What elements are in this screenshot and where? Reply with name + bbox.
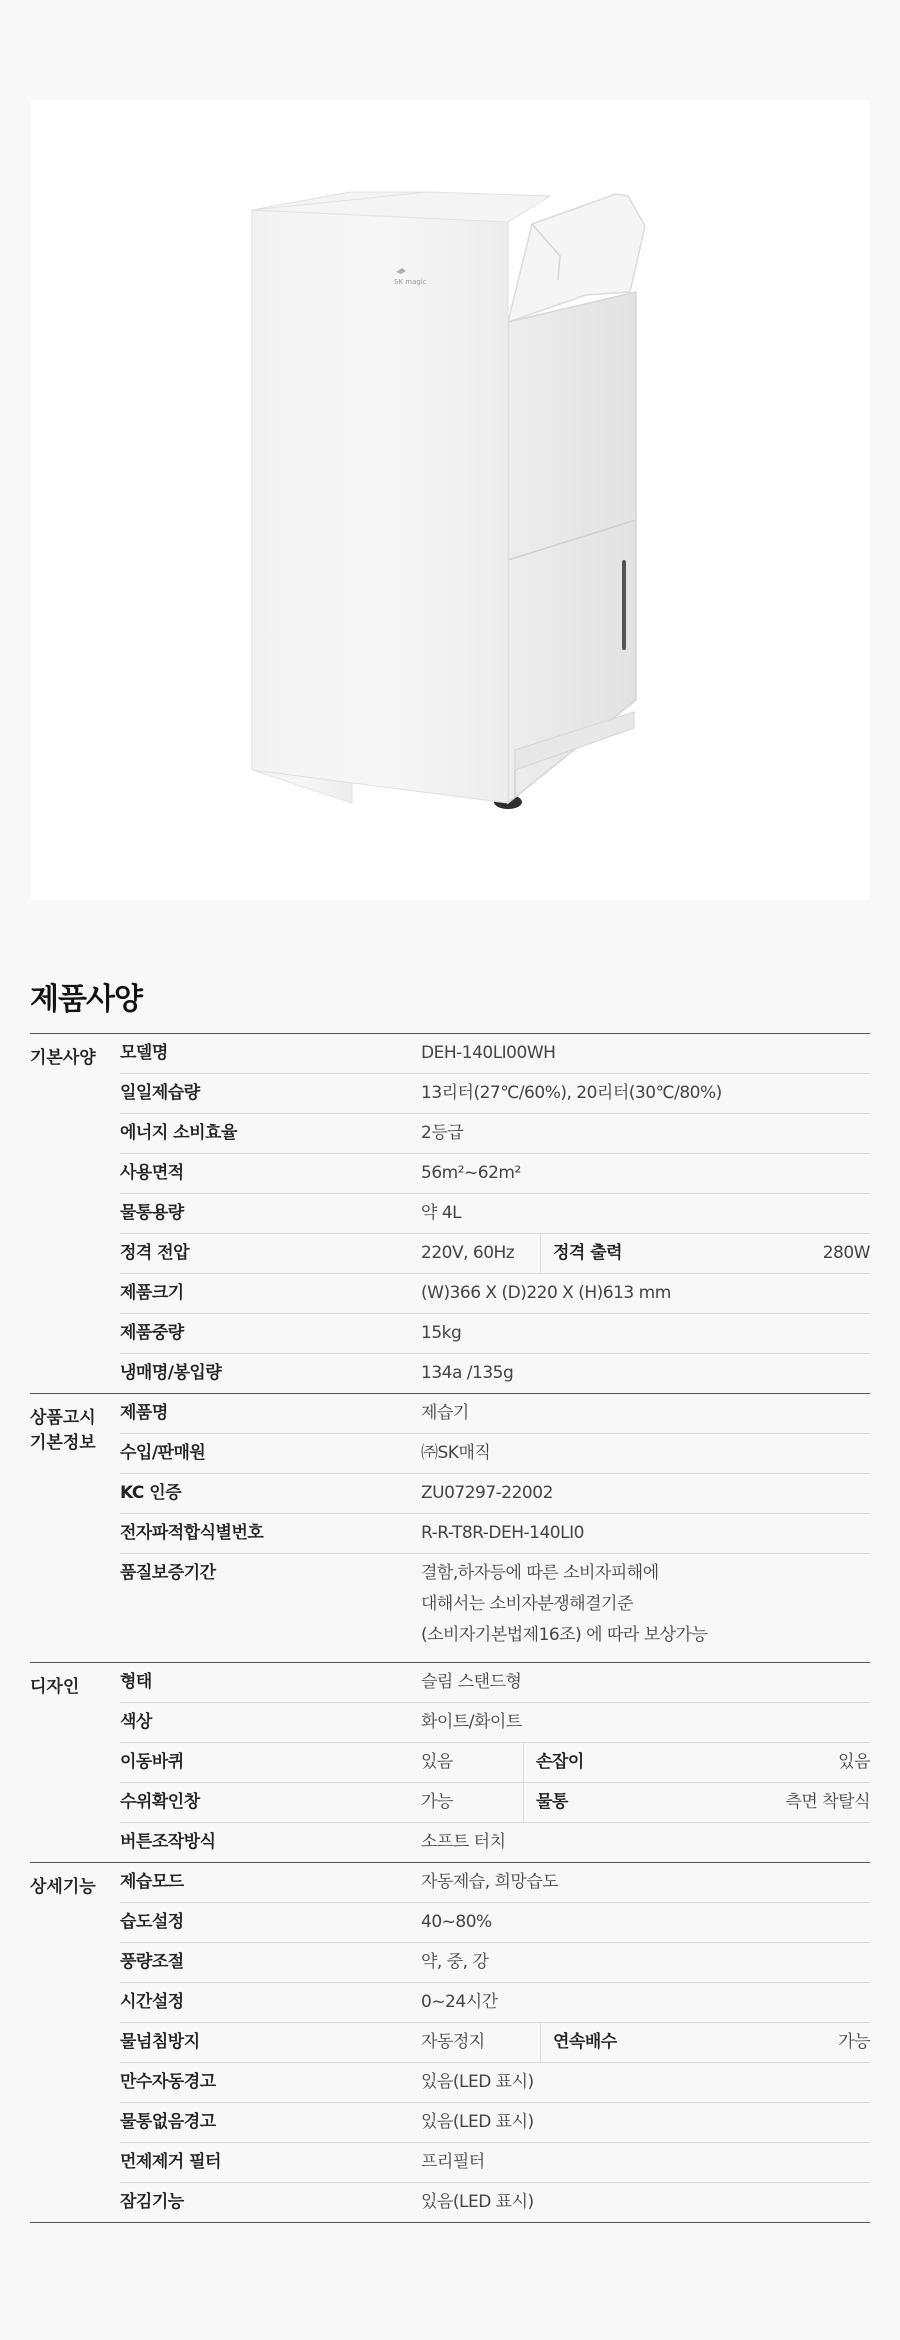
spec-row — [120, 1742, 870, 1782]
spec-table — [30, 1033, 870, 2223]
spec-key-secondary: 물통 — [523, 1783, 568, 1822]
spec-key: 시간설정 — [120, 1992, 184, 2012]
spec-value: 자동제습, 희망습도 — [421, 1872, 559, 1892]
spec-value: 220V, 60Hz — [421, 1243, 515, 1263]
spec-key: 냉매명/봉입량 — [120, 1363, 222, 1383]
spec-key: 사용면적 — [120, 1163, 184, 1183]
spec-value-line: 결함,하자등에 따른 소비자피해에 — [421, 1563, 659, 1583]
spec-group-label — [30, 1394, 120, 1662]
spec-key: 먼제제거 필터 — [120, 2152, 221, 2172]
spec-row — [120, 1663, 870, 1702]
spec-row — [120, 1473, 870, 1513]
spec-value: 0~24시간 — [421, 1992, 498, 2012]
spec-row — [120, 1073, 870, 1113]
spec-group-label-line: 기본사양 — [30, 1048, 96, 1068]
spec-group-label-line: 상품고시 — [30, 1408, 96, 1428]
spec-row — [120, 1902, 870, 1942]
spec-key: 이동바퀴 — [120, 1752, 184, 1772]
spec-key: 물넘침방지 — [120, 2032, 200, 2052]
spec-key-secondary: 손잡이 — [523, 1743, 584, 1782]
spec-group-label-line: 디자인 — [30, 1677, 80, 1697]
spec-value-secondary: 가능 — [838, 2032, 870, 2052]
spec-row — [120, 1822, 870, 1862]
spec-key: 제품크기 — [120, 1283, 184, 1303]
spec-value-secondary: 있음 — [838, 1752, 870, 1772]
spec-group — [30, 1394, 870, 1663]
spec-value — [421, 1554, 870, 1662]
spec-row — [120, 2102, 870, 2142]
spec-value: 있음(LED 표시) — [421, 2072, 534, 2092]
spec-value: ZU07297-22002 — [421, 1483, 553, 1503]
spec-key: 형태 — [120, 1672, 152, 1692]
spec-value: R-R-T8R-DEH-140LI0 — [421, 1523, 584, 1543]
spec-value: DEH-140LI00WH — [421, 1043, 556, 1063]
spec-row — [120, 1353, 870, 1393]
spec-key: 품질보증기간 — [120, 1563, 216, 1583]
spec-row — [120, 1863, 870, 1902]
spec-value: 13리터(27℃/60%), 20리터(30℃/80%) — [421, 1083, 722, 1103]
spec-row — [120, 2142, 870, 2182]
spec-key: 수위확인창 — [120, 1792, 200, 1812]
spec-value: 2등급 — [421, 1123, 464, 1143]
spec-row — [120, 1782, 870, 1822]
spec-key: 습도설정 — [120, 1912, 184, 1932]
spec-group — [30, 1034, 870, 1394]
spec-key: 일일제습량 — [120, 1083, 200, 1103]
spec-row — [120, 1273, 870, 1313]
spec-row — [120, 1193, 870, 1233]
spec-row — [120, 1702, 870, 1742]
spec-value: 소프트 터치 — [421, 1832, 506, 1852]
spec-row — [120, 1394, 870, 1433]
spec-value-line: 대해서는 소비자분쟁해결기준 — [421, 1594, 633, 1614]
spec-group-label-line: 상세기능 — [30, 1877, 96, 1897]
spec-key: 수입/판매원 — [120, 1443, 206, 1463]
spec-key: 색상 — [120, 1712, 152, 1732]
spec-value: 자동정지 — [421, 2032, 485, 2052]
spec-group-label — [30, 1863, 120, 2222]
spec-value: 약 4L — [421, 1203, 462, 1223]
spec-row — [120, 1233, 870, 1273]
spec-value: 40~80% — [421, 1912, 492, 1932]
spec-row — [120, 2182, 870, 2222]
spec-key: KC 인증 — [120, 1483, 182, 1503]
spec-value: 15kg — [421, 1323, 462, 1343]
spec-value: 가능 — [421, 1792, 453, 1812]
spec-group-label-line: 기본정보 — [30, 1433, 96, 1453]
spec-value: 있음(LED 표시) — [421, 2192, 534, 2212]
spec-row — [120, 2062, 870, 2102]
spec-key: 제품명 — [120, 1403, 168, 1423]
spec-value: 화이트/화이트 — [421, 1712, 522, 1732]
spec-group-label — [30, 1034, 120, 1393]
spec-row — [120, 1113, 870, 1153]
spec-value: 134a /135g — [421, 1363, 514, 1383]
spec-value: 약, 중, 강 — [421, 1952, 489, 1972]
spec-value: 있음(LED 표시) — [421, 2112, 534, 2132]
spec-row — [120, 1982, 870, 2022]
spec-key: 제습모드 — [120, 1872, 184, 1892]
spec-value-line: (소비자기본법제16조) 에 따라 보상가능 — [421, 1625, 708, 1645]
spec-key: 정격 전압 — [120, 1243, 190, 1263]
spec-key: 물통용량 — [120, 1203, 184, 1223]
product-image — [30, 100, 870, 900]
dehumidifier-illustration — [30, 100, 870, 900]
spec-key: 물통없음경고 — [120, 2112, 216, 2132]
svg-text:SK magic: SK magic — [394, 278, 427, 286]
spec-row — [120, 1313, 870, 1353]
spec-value-secondary: 280W — [822, 1243, 870, 1263]
section-title: 제품사양 — [30, 982, 142, 1017]
spec-value-secondary: 측면 착탈식 — [785, 1792, 870, 1812]
spec-key-secondary: 연속배수 — [540, 2023, 617, 2062]
spec-row — [120, 1153, 870, 1193]
spec-value: (W)366 X (D)220 X (H)613 mm — [421, 1283, 671, 1303]
spec-key: 에너지 소비효율 — [120, 1123, 237, 1143]
spec-key: 버튼조작방식 — [120, 1832, 216, 1852]
spec-value: 있음 — [421, 1752, 453, 1772]
spec-row — [120, 1433, 870, 1473]
spec-key: 모델명 — [120, 1043, 168, 1063]
spec-value: 56m²~62m² — [421, 1163, 521, 1183]
spec-row — [120, 1034, 870, 1073]
spec-key: 제품중량 — [120, 1323, 184, 1343]
spec-row — [120, 2022, 870, 2062]
spec-key: 만수자동경고 — [120, 2072, 216, 2092]
spec-value: ㈜SK매직 — [421, 1443, 491, 1463]
spec-key-secondary: 정격 출력 — [540, 1234, 622, 1273]
spec-key: 전자파적합식별번호 — [120, 1523, 264, 1543]
spec-row — [120, 1553, 870, 1662]
spec-key: 잠김기능 — [120, 2192, 184, 2212]
spec-group — [30, 1663, 870, 1863]
spec-value: 슬림 스탠드형 — [421, 1672, 522, 1692]
spec-group-label — [30, 1663, 120, 1862]
spec-group — [30, 1863, 870, 2223]
spec-value: 제습기 — [421, 1403, 469, 1423]
spec-value: 프리필터 — [421, 2152, 485, 2172]
spec-row — [120, 1513, 870, 1553]
spec-row — [120, 1942, 870, 1982]
spec-key: 풍량조절 — [120, 1952, 184, 1972]
